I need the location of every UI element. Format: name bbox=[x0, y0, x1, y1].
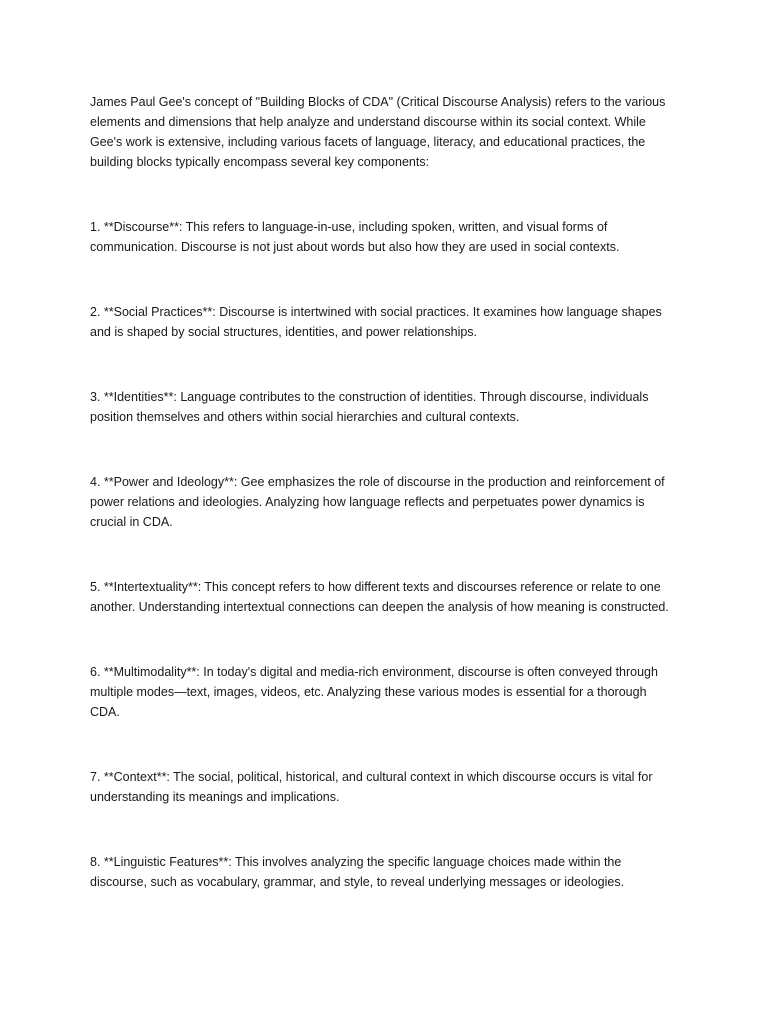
list-item: 1. **Discourse**: This refers to language-in-use, including spoken, written, and visual forms of communication. Discourse is not just about words but also how they are used in social contexts. bbox=[90, 220, 620, 254]
list-item: 2. **Social Practices**: Discourse is intertwined with social practices. It examines how language shapes and is shaped by social structures, identities, and power relationships. bbox=[90, 305, 662, 339]
list-item: 6. **Multimodality**: In today's digital and media-rich environment, discourse is often conveyed through multiple modes—text, images, videos, etc. Analyzing these various modes is essential for a thorough CDA. bbox=[90, 665, 658, 719]
intro-paragraph: James Paul Gee's concept of "Building Blocks of CDA" (Critical Discourse Analysis) refers to the various elements and dimensions that help analyze and understand discourse within its social context. While Gee's work is extensive, including various facets of language, literacy, and educational practices, the building blocks typically encompass several key components: bbox=[90, 95, 666, 169]
list-item: 7. **Context**: The social, political, historical, and cultural context in which discourse occurs is vital for understanding its meanings and implications. bbox=[90, 770, 653, 804]
list-item: 8. **Linguistic Features**: This involves analyzing the specific language choices made within the discourse, such as vocabulary, grammar, and style, to reveal underlying messages or ideologies. bbox=[90, 855, 625, 889]
document-body bbox=[90, 92, 678, 892]
list-item: 4. **Power and Ideology**: Gee emphasizes the role of discourse in the production and reinforcement of power relations and ideologies. Analyzing how language reflects and perpetuates power dynamics is crucial in CDA. bbox=[90, 475, 665, 529]
list-item: 5. **Intertextuality**: This concept refers to how different texts and discourses reference or relate to one another. Understanding intertextual connections can deepen the analysis of how meaning is constructed. bbox=[90, 580, 669, 614]
list-item: 3. **Identities**: Language contributes to the construction of identities. Through discourse, individuals position themselves and others within social hierarchies and cultural contexts. bbox=[90, 390, 649, 424]
